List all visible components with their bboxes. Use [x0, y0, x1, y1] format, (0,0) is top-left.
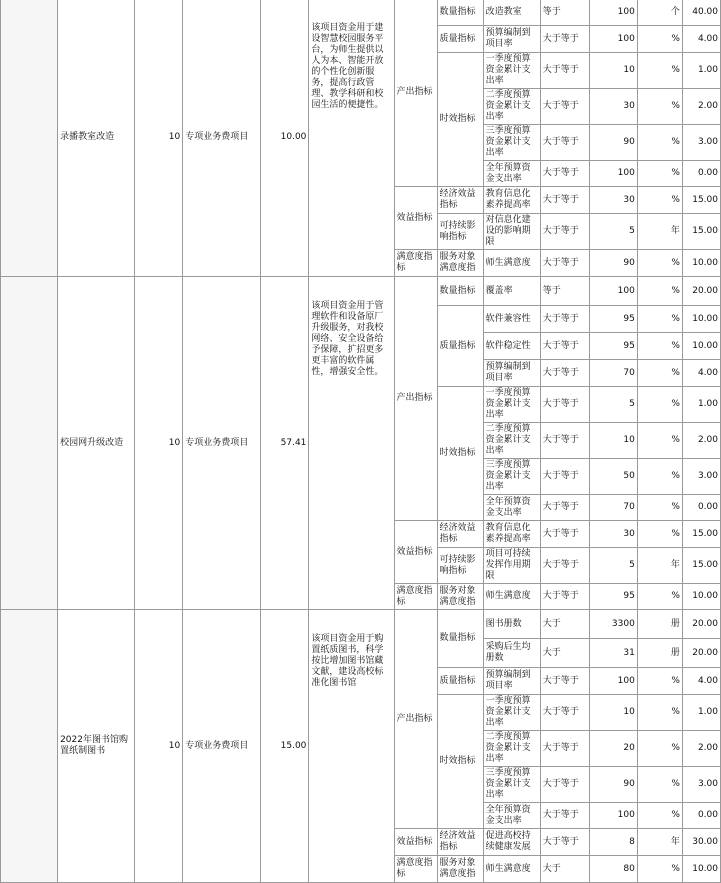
indicator-weight: 15.00: [682, 548, 720, 584]
indicator-name: 二季度预算资金累计支出率: [483, 89, 540, 125]
level2-indicator: 经济效益指标: [437, 521, 483, 548]
indicator-unit: %: [637, 521, 682, 548]
indicator-value: 5: [589, 387, 637, 423]
project-score: 10: [135, 277, 183, 610]
indicator-weight: 4.00: [682, 668, 720, 695]
project-type: 专项业务费项目: [183, 0, 261, 277]
indicator-name: 三季度预算资金累计支出率: [483, 459, 540, 495]
indicator-operator: 大于等于: [540, 125, 589, 161]
level1-indicator: 产出指标: [394, 0, 437, 187]
indicator-value: 95: [589, 584, 637, 610]
indicator-name: 三季度预算资金累计支出率: [483, 125, 540, 161]
indicator-weight: 1.00: [682, 387, 720, 423]
indicator-operator: 大于等于: [540, 459, 589, 495]
indicator-unit: 年: [637, 214, 682, 250]
indicator-weight: 1.00: [682, 695, 720, 731]
indicator-operator: 大于等于: [540, 495, 589, 521]
indicator-operator: 大于等于: [540, 423, 589, 459]
level2-indicator: 时效指标: [437, 53, 483, 187]
indicator-unit: %: [637, 250, 682, 277]
indicator-unit: %: [637, 668, 682, 695]
indicator-weight: 2.00: [682, 731, 720, 767]
indicator-value: 20: [589, 731, 637, 767]
project-description: 该项目资金用于管理软件和设备原厂升级服务，对我校网络、安全设备给予保障，扩招更多更丰富的软件属性，增强安全性。: [309, 277, 394, 610]
project-type: 专项业务费项目: [183, 610, 261, 883]
indicator-value: 90: [589, 125, 637, 161]
margin-cell: [1, 277, 58, 610]
indicator-value: 100: [589, 26, 637, 53]
indicator-weight: 3.00: [682, 125, 720, 161]
indicator-weight: 10.00: [682, 856, 720, 883]
indicator-weight: 15.00: [682, 187, 720, 214]
indicator-operator: 大于等于: [540, 360, 589, 387]
project-description: 该项目资金用于建设智慧校园服务平台，为师生提供以人为本、智能开放的个性化创新服务，提高行政管理、教学科研和校园生活的便捷性。: [309, 0, 394, 277]
indicator-weight: 0.00: [682, 161, 720, 187]
indicator-unit: %: [637, 584, 682, 610]
level2-indicator: 时效指标: [437, 695, 483, 829]
indicator-unit: %: [637, 277, 682, 306]
project-score: 10: [135, 610, 183, 883]
indicator-name: 教育信息化素养提高率: [483, 187, 540, 214]
indicator-name: 软件兼容性: [483, 306, 540, 333]
indicator-name: 预算编制到项目率: [483, 360, 540, 387]
level1-indicator: 产出指标: [394, 277, 437, 521]
level1-indicator: 满意度指标: [394, 250, 437, 277]
indicator-operator: 大于: [540, 610, 589, 639]
level2-indicator: 服务对象满意度指: [437, 250, 483, 277]
indicator-value: 90: [589, 767, 637, 803]
indicator-weight: 4.00: [682, 26, 720, 53]
indicator-operator: 大于等于: [540, 26, 589, 53]
indicator-weight: 20.00: [682, 277, 720, 306]
indicator-operator: 大于: [540, 639, 589, 668]
indicator-value: 10: [589, 695, 637, 731]
indicator-weight: 10.00: [682, 584, 720, 610]
indicator-unit: %: [637, 53, 682, 89]
indicator-name: 软件稳定性: [483, 333, 540, 360]
indicator-unit: %: [637, 459, 682, 495]
indicator-value: 95: [589, 333, 637, 360]
indicator-value: 50: [589, 459, 637, 495]
indicator-name: 促进高校持续健康发展: [483, 829, 540, 856]
indicator-operator: 大于等于: [540, 803, 589, 829]
indicator-operator: 大于等于: [540, 333, 589, 360]
indicator-operator: 大于等于: [540, 89, 589, 125]
project-description: 该项目资金用于购置纸质图书，科学按比增加图书馆藏文献，建设高校标准化图书馆: [309, 610, 394, 883]
indicator-name: 全年预算资金支出率: [483, 803, 540, 829]
indicator-value: 100: [589, 277, 637, 306]
level2-indicator: 数量指标: [437, 277, 483, 306]
indicator-weight: 30.00: [682, 829, 720, 856]
indicator-operator: 大于等于: [540, 731, 589, 767]
indicator-weight: 10.00: [682, 306, 720, 333]
indicator-weight: 20.00: [682, 639, 720, 668]
indicator-unit: %: [637, 187, 682, 214]
indicator-value: 100: [589, 0, 637, 26]
project-score: 10: [135, 0, 183, 277]
indicator-value: 100: [589, 161, 637, 187]
indicator-value: 70: [589, 495, 637, 521]
level2-indicator: 可持续影响指标: [437, 548, 483, 584]
indicator-unit: %: [637, 360, 682, 387]
indicator-unit: %: [637, 423, 682, 459]
level1-indicator: 效益指标: [394, 829, 437, 856]
indicator-weight: 20.00: [682, 610, 720, 639]
level2-indicator: 服务对象满意度指: [437, 584, 483, 610]
indicator-unit: %: [637, 161, 682, 187]
indicator-unit: 册: [637, 610, 682, 639]
indicator-unit: 年: [637, 829, 682, 856]
indicator-weight: 10.00: [682, 333, 720, 360]
level1-indicator: 效益指标: [394, 521, 437, 584]
indicator-weight: 40.00: [682, 0, 720, 26]
indicator-value: 10: [589, 423, 637, 459]
indicator-unit: %: [637, 387, 682, 423]
indicator-name: 一季度预算资金累计支出率: [483, 695, 540, 731]
indicator-name: 改造教室: [483, 0, 540, 26]
indicator-name: 教育信息化素养提高率: [483, 521, 540, 548]
level2-indicator: 质量指标: [437, 306, 483, 387]
indicator-name: 覆盖率: [483, 277, 540, 306]
level1-indicator: 效益指标: [394, 187, 437, 250]
indicator-name: 图书册数: [483, 610, 540, 639]
indicator-name: 师生满意度: [483, 584, 540, 610]
indicator-weight: 2.00: [682, 423, 720, 459]
indicator-value: 5: [589, 548, 637, 584]
project-amount: 15.00: [261, 610, 309, 883]
indicator-name: 全年预算资金支出率: [483, 161, 540, 187]
indicator-value: 8: [589, 829, 637, 856]
project-amount: 10.00: [261, 0, 309, 277]
indicator-operator: 大于等于: [540, 250, 589, 277]
margin-cell: [1, 610, 58, 883]
indicator-unit: %: [637, 695, 682, 731]
indicator-value: 100: [589, 803, 637, 829]
indicator-operator: 等于: [540, 0, 589, 26]
indicator-weight: 4.00: [682, 360, 720, 387]
indicator-unit: %: [637, 26, 682, 53]
indicator-value: 95: [589, 306, 637, 333]
indicator-name: 全年预算资金支出率: [483, 495, 540, 521]
indicator-value: 30: [589, 521, 637, 548]
project-name: 2022年图书馆购置纸制图书: [58, 610, 135, 883]
indicator-weight: 2.00: [682, 89, 720, 125]
indicator-value: 80: [589, 856, 637, 883]
indicator-operator: 等于: [540, 277, 589, 306]
indicator-weight: 1.00: [682, 53, 720, 89]
indicator-name: 预算编制到项目率: [483, 26, 540, 53]
indicator-name: 项目可持续发挥作用期限: [483, 548, 540, 584]
indicator-unit: %: [637, 803, 682, 829]
indicator-unit: 册: [637, 639, 682, 668]
indicator-name: 一季度预算资金累计支出率: [483, 53, 540, 89]
indicator-operator: 大于等于: [540, 668, 589, 695]
indicator-weight: 10.00: [682, 250, 720, 277]
level1-indicator: 产出指标: [394, 610, 437, 829]
margin-cell: [1, 0, 58, 277]
level2-indicator: 经济效益指标: [437, 829, 483, 856]
indicator-operator: 大于等于: [540, 214, 589, 250]
indicator-operator: 大于等于: [540, 767, 589, 803]
level2-indicator: 数量指标: [437, 0, 483, 26]
indicator-name: 二季度预算资金累计支出率: [483, 423, 540, 459]
indicator-weight: 0.00: [682, 803, 720, 829]
indicator-value: 70: [589, 360, 637, 387]
level2-indicator: 质量指标: [437, 668, 483, 695]
level2-indicator: 数量指标: [437, 610, 483, 668]
indicator-name: 师生满意度: [483, 250, 540, 277]
indicator-operator: 大于等于: [540, 306, 589, 333]
project-name: 录播教室改造: [58, 0, 135, 277]
indicator-unit: %: [637, 306, 682, 333]
indicator-unit: %: [637, 856, 682, 883]
indicator-operator: 大于: [540, 856, 589, 883]
indicator-weight: 3.00: [682, 767, 720, 803]
project-name: 校园网升级改造: [58, 277, 135, 610]
indicator-unit: %: [637, 333, 682, 360]
indicator-name: 三季度预算资金累计支出率: [483, 767, 540, 803]
indicator-name: 一季度预算资金累计支出率: [483, 387, 540, 423]
indicator-unit: 个: [637, 0, 682, 26]
indicator-operator: 大于等于: [540, 53, 589, 89]
indicator-operator: 大于等于: [540, 521, 589, 548]
indicator-weight: 15.00: [682, 214, 720, 250]
indicator-operator: 大于等于: [540, 548, 589, 584]
indicator-value: 10: [589, 53, 637, 89]
indicator-unit: %: [637, 767, 682, 803]
indicator-unit: %: [637, 125, 682, 161]
indicator-name: 对信息化建设的影响期限: [483, 214, 540, 250]
indicator-name: 采购后生均册数: [483, 639, 540, 668]
indicator-value: 5: [589, 214, 637, 250]
indicator-operator: 大于等于: [540, 829, 589, 856]
indicator-value: 100: [589, 668, 637, 695]
project-amount: 57.41: [261, 277, 309, 610]
indicator-unit: %: [637, 731, 682, 767]
level2-indicator: 质量指标: [437, 26, 483, 53]
indicator-unit: %: [637, 89, 682, 125]
indicator-name: 二季度预算资金累计支出率: [483, 731, 540, 767]
level1-indicator: 满意度指标: [394, 856, 437, 883]
indicator-value: 31: [589, 639, 637, 668]
indicator-unit: %: [637, 495, 682, 521]
indicator-operator: 大于等于: [540, 387, 589, 423]
indicator-name: 师生满意度: [483, 856, 540, 883]
indicator-operator: 大于等于: [540, 695, 589, 731]
project-type: 专项业务费项目: [183, 277, 261, 610]
indicator-value: 90: [589, 250, 637, 277]
level2-indicator: 可持续影响指标: [437, 214, 483, 250]
level2-indicator: 服务对象满意度指: [437, 856, 483, 883]
indicator-operator: 大于等于: [540, 584, 589, 610]
level1-indicator: 满意度指标: [394, 584, 437, 610]
level2-indicator: 时效指标: [437, 387, 483, 521]
indicator-value: 30: [589, 89, 637, 125]
indicator-value: 3300: [589, 610, 637, 639]
indicator-unit: 年: [637, 548, 682, 584]
indicator-operator: 大于等于: [540, 187, 589, 214]
indicator-operator: 大于等于: [540, 161, 589, 187]
indicator-weight: 0.00: [682, 495, 720, 521]
indicator-value: 30: [589, 187, 637, 214]
indicator-weight: 3.00: [682, 459, 720, 495]
level2-indicator: 经济效益指标: [437, 187, 483, 214]
indicator-name: 预算编制到项目率: [483, 668, 540, 695]
indicator-weight: 15.00: [682, 521, 720, 548]
